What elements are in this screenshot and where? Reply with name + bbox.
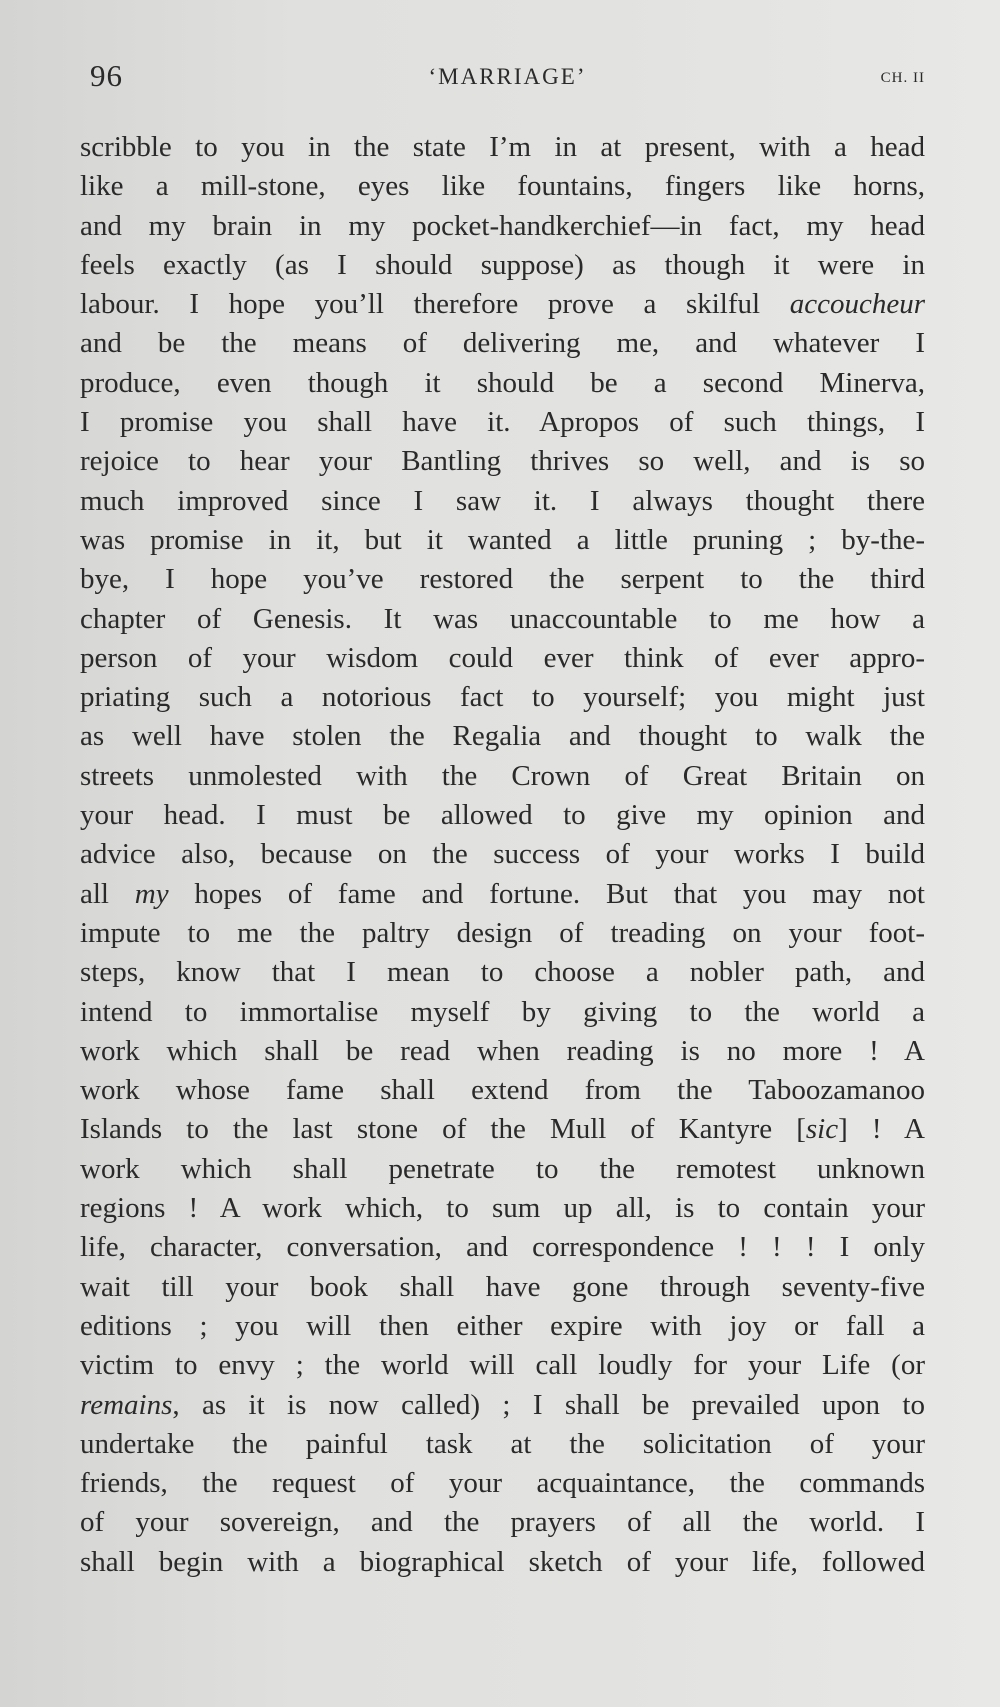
text-line: life, character, conversation, and correspondence ! ! ! I only bbox=[80, 1231, 925, 1264]
text-line: wait till your book shall have gone through seventy-five bbox=[80, 1270, 925, 1303]
text-line: I promise you shall have it. Apropos of such things, I bbox=[80, 406, 925, 439]
text-line: produce, even though it should be a second Minerva, bbox=[80, 366, 925, 399]
text-line: work which shall be read when reading is no more ! A bbox=[80, 1034, 925, 1067]
text-line: and my brain in my pocket-handkerchief—in fact, my head bbox=[80, 209, 925, 242]
text-line: all my hopes of fame and fortune. But that you may not bbox=[80, 877, 925, 910]
text-line: advice also, because on the success of your works I build bbox=[80, 838, 925, 871]
text-line: work which shall penetrate to the remotest unknown bbox=[80, 1152, 925, 1185]
running-title: ‘MARRIAGE’ bbox=[428, 64, 587, 89]
text-line: Islands to the last stone of the Mull of Kantyre [sic] ! A bbox=[80, 1113, 925, 1146]
text-line: victim to envy ; the world will call loudly for your Life (or bbox=[80, 1349, 925, 1382]
text-line: person of your wisdom could ever think of ever appro- bbox=[80, 641, 925, 674]
text-line: your head. I must be allowed to give my opinion and bbox=[80, 799, 925, 832]
text-line: regions ! A work which, to sum up all, is to contain your bbox=[80, 1192, 925, 1225]
text-line: remains, as it is now called) ; I shall be prevailed upon to bbox=[80, 1388, 925, 1421]
text-line: intend to immortalise myself by giving to the world a bbox=[80, 995, 925, 1028]
text-line: as well have stolen the Regalia and thought to walk the bbox=[80, 720, 925, 753]
text-line: and be the means of delivering me, and whatever I bbox=[80, 327, 925, 360]
text-line: work whose fame shall extend from the Taboozamanoo bbox=[80, 1074, 925, 1107]
page-number: 96 bbox=[90, 58, 123, 93]
text-line: like a mill-stone, eyes like fountains, fingers like horns, bbox=[80, 170, 925, 203]
text-line: scribble to you in the state I’m in at present, with a head bbox=[80, 131, 925, 163]
text-line: bye, I hope you’ve restored the serpent to the third bbox=[80, 563, 925, 596]
text-line: of your sovereign, and the prayers of all the world. I bbox=[80, 1506, 925, 1539]
text-line: priating such a notorious fact to yourself; you might just bbox=[80, 681, 925, 714]
text-line: impute to me the paltry design of treading on your foot- bbox=[80, 916, 925, 949]
text-line: was promise in it, but it wanted a little pruning ; by-the- bbox=[80, 523, 925, 556]
text-line: steps, know that I mean to choose a nobler path, and bbox=[80, 956, 925, 989]
chapter-label: CH. II bbox=[880, 70, 925, 86]
text-line: chapter of Genesis. It was unaccountable to me how a bbox=[80, 602, 925, 635]
text-line: labour. I hope you’ll therefore prove a skilful accoucheur bbox=[80, 288, 925, 321]
text-line: undertake the painful task at the solicitation of your bbox=[80, 1427, 925, 1460]
text-line: shall begin with a biographical sketch of your life, followed bbox=[80, 1545, 925, 1578]
text-line: editions ; you will then either expire with joy or fall a bbox=[80, 1309, 925, 1342]
text-line: rejoice to hear your Bantling thrives so well, and is so bbox=[80, 445, 925, 478]
body-text bbox=[80, 128, 925, 1582]
text-line: friends, the request of your acquaintance, the commands bbox=[80, 1467, 925, 1500]
text-line: feels exactly (as I should suppose) as though it were in bbox=[80, 248, 925, 281]
text-line: streets unmolested with the Crown of Great Britain on bbox=[80, 759, 925, 792]
page-header bbox=[90, 58, 925, 98]
text-line: much improved since I saw it. I always thought there bbox=[80, 484, 925, 517]
